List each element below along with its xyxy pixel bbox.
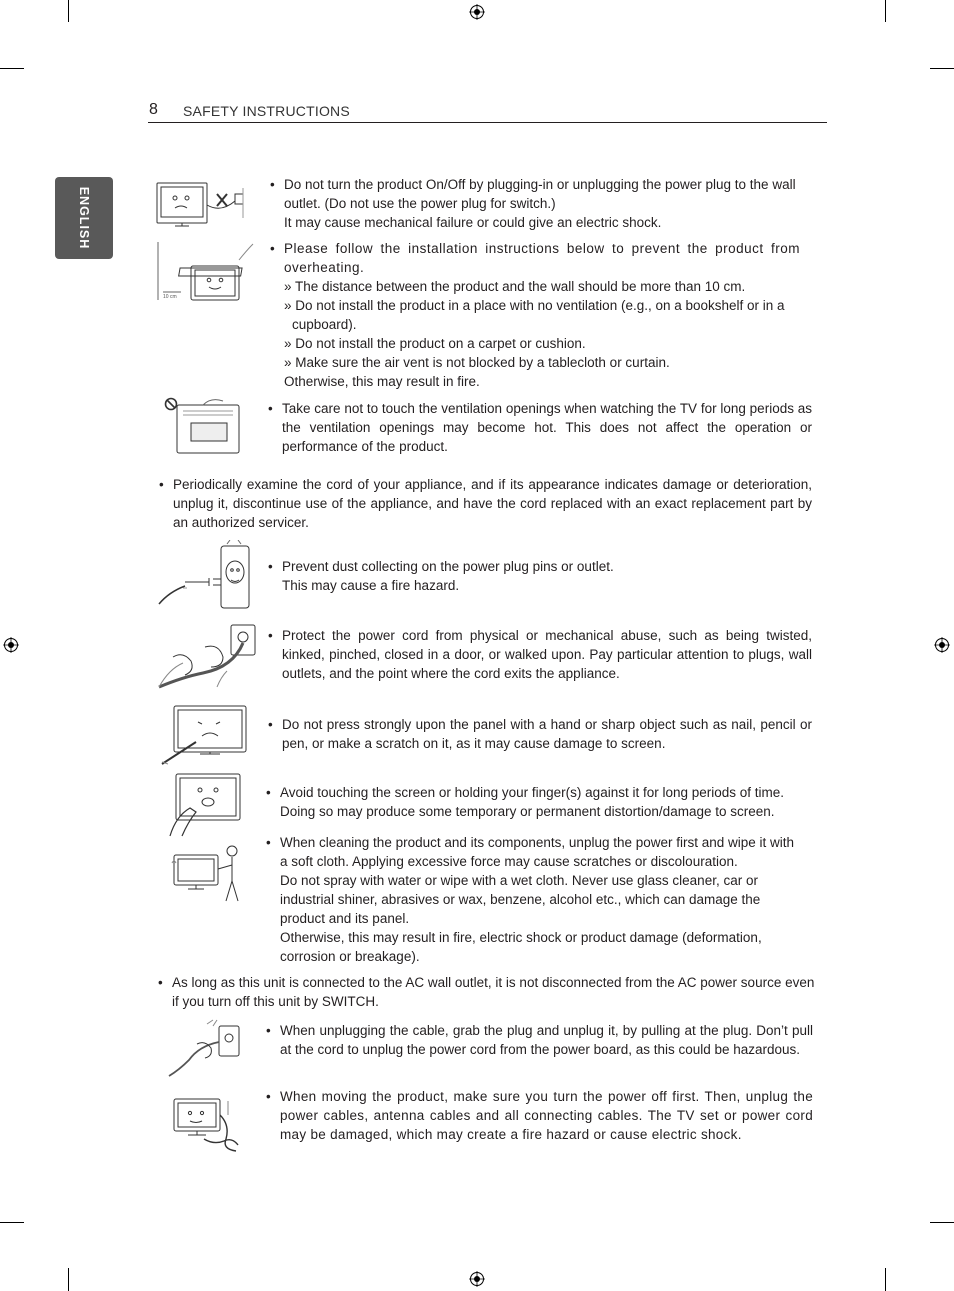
bullet-icon: • — [268, 401, 273, 416]
safety-item — [268, 715, 818, 753]
safety-item — [266, 833, 806, 966]
safety-item — [266, 783, 826, 821]
section-title: SAFETY INSTRUCTIONS — [183, 103, 350, 119]
item-text: Protect the power cord from physical or mechanical abuse, such as being twisted, kinked, pinched, closed in a door, or walked upon. Pay particular attention to plugs, wall outlets, and the point where the cord exits the appliance. — [282, 628, 812, 681]
crop-mark — [885, 1268, 886, 1291]
safety-item — [268, 399, 818, 456]
item-text: This may cause a fire hazard. — [282, 578, 460, 593]
item-text: Otherwise, this may result in fire. — [284, 374, 480, 389]
bullet-icon: • — [268, 628, 273, 643]
registration-mark-icon — [469, 1271, 485, 1287]
safety-item — [266, 1021, 818, 1059]
safety-item — [266, 1087, 818, 1144]
item-text: It may cause mechanical failure or could give an electric shock. — [284, 215, 662, 230]
sub-item: » Make sure the air vent is not blocked by a tablecloth or curtain. — [284, 355, 670, 370]
plug-outlet-icon — [155, 540, 255, 612]
bullet-icon: • — [266, 1089, 271, 1104]
item-text: Do not turn the product On/Off by plugging-in or unplugging the power plug to the wall outlet. (Do not use the power plug for switch.) — [284, 177, 796, 211]
bullet-icon: • — [266, 835, 271, 850]
item-text: Doing so may produce some temporary or permanent distortion/damage to screen. — [280, 804, 775, 819]
bullet-icon: • — [159, 477, 164, 492]
item-text: Please follow the installation instructions below to prevent the product from overheating. — [284, 241, 800, 275]
safety-item — [268, 626, 818, 683]
crop-mark — [68, 0, 69, 22]
sub-item: » The distance between the product and the wall should be more than 10 cm. — [284, 279, 746, 294]
safety-item — [158, 973, 828, 1011]
crop-mark — [930, 1222, 954, 1223]
tv-plug-icon — [155, 180, 255, 230]
tv-cleaning-icon — [170, 843, 244, 905]
item-text: Prevent dust collecting on the power plug pins or outlet. — [282, 559, 614, 574]
item-text: Otherwise, this may result in fire, electric shock or product damage (deformation, corrosion or breakage). — [280, 930, 762, 964]
bullet-icon: • — [266, 1023, 271, 1038]
crop-mark — [68, 1268, 69, 1291]
safety-item — [270, 175, 830, 232]
item-text: As long as this unit is connected to the AC wall outlet, it is not disconnected from the AC power source even if you turn off this unit by SWITCH. — [172, 975, 815, 1009]
item-text: When cleaning the product and its components, unplug the power first and wipe it with a soft cloth. Applying excessive force may cause scratches or discolouration. — [280, 835, 795, 869]
safety-item — [270, 239, 830, 391]
registration-mark-icon — [469, 4, 485, 20]
crop-mark — [930, 68, 954, 69]
tv-finger-icon — [166, 770, 246, 838]
tv-pen-icon — [160, 702, 252, 766]
safety-item — [159, 475, 819, 532]
bullet-icon: • — [270, 177, 275, 192]
language-tab-label: ENGLISH — [77, 186, 91, 250]
page-number: 8 — [149, 101, 158, 118]
tv-vent-icon — [163, 395, 247, 459]
item-text: When moving the product, make sure you turn the power off first. Then, unplug the power cables, antenna cables and all connecting cables. The TV set or power cord may be damaged, which may create a fire hazard or cause electric shock. — [280, 1089, 813, 1142]
item-text: When unplugging the cable, grab the plug and unplug it, by pulling at the plug. Don’t pull at the cord to unplug the power cord from the power board, as this could be hazardous. — [280, 1023, 813, 1057]
item-text: Do not spray with water or wipe with a wet cloth. Never use glass cleaner, car or industrial shiner, abrasives or wax, benzene, alcohol etc., which can damage the product and its panel. — [280, 873, 761, 926]
wall-distance-label: 10 cm — [163, 294, 177, 300]
sub-item: » Do not install the product in a place with no ventilation (e.g., on a bookshelf or in a cupboard). — [284, 298, 785, 332]
bullet-icon: • — [268, 717, 273, 732]
item-text: Do not press strongly upon the panel with a hand or sharp object such as nail, pencil or pen, or make a scratch on it, as it may cause damage to screen. — [282, 717, 812, 751]
registration-mark-icon — [934, 637, 950, 653]
bullet-icon: • — [268, 559, 273, 574]
bullet-icon: • — [266, 785, 271, 800]
crop-mark — [885, 0, 886, 22]
safety-item — [268, 557, 818, 595]
bullet-icon: • — [270, 241, 275, 256]
tv-wall-icon — [155, 240, 257, 302]
cord-hands-icon — [153, 617, 261, 693]
language-tab — [55, 177, 113, 259]
item-text: Avoid touching the screen or holding your finger(s) against it for long periods of time. — [280, 785, 785, 800]
page-header — [148, 100, 827, 123]
registration-mark-icon — [3, 637, 19, 653]
item-text: Periodically examine the cord of your appliance, and if its appearance indicates damage or deterioration, unplug it, discontinue use of the appliance, and have the cord replaced with an exact replacement part by an authorized servicer. — [173, 477, 812, 530]
tv-cables-icon — [170, 1095, 242, 1153]
crop-mark — [0, 68, 24, 69]
plug-pull-icon — [167, 1018, 243, 1080]
crop-mark — [0, 1222, 24, 1223]
sub-item: » Do not install the product on a carpet or cushion. — [284, 336, 586, 351]
bullet-icon: • — [158, 975, 163, 990]
item-text: Take care not to touch the ventilation openings when watching the TV for long periods as the ventilation openings may become hot. This does not affect the operation or performance of the product. — [282, 401, 812, 454]
